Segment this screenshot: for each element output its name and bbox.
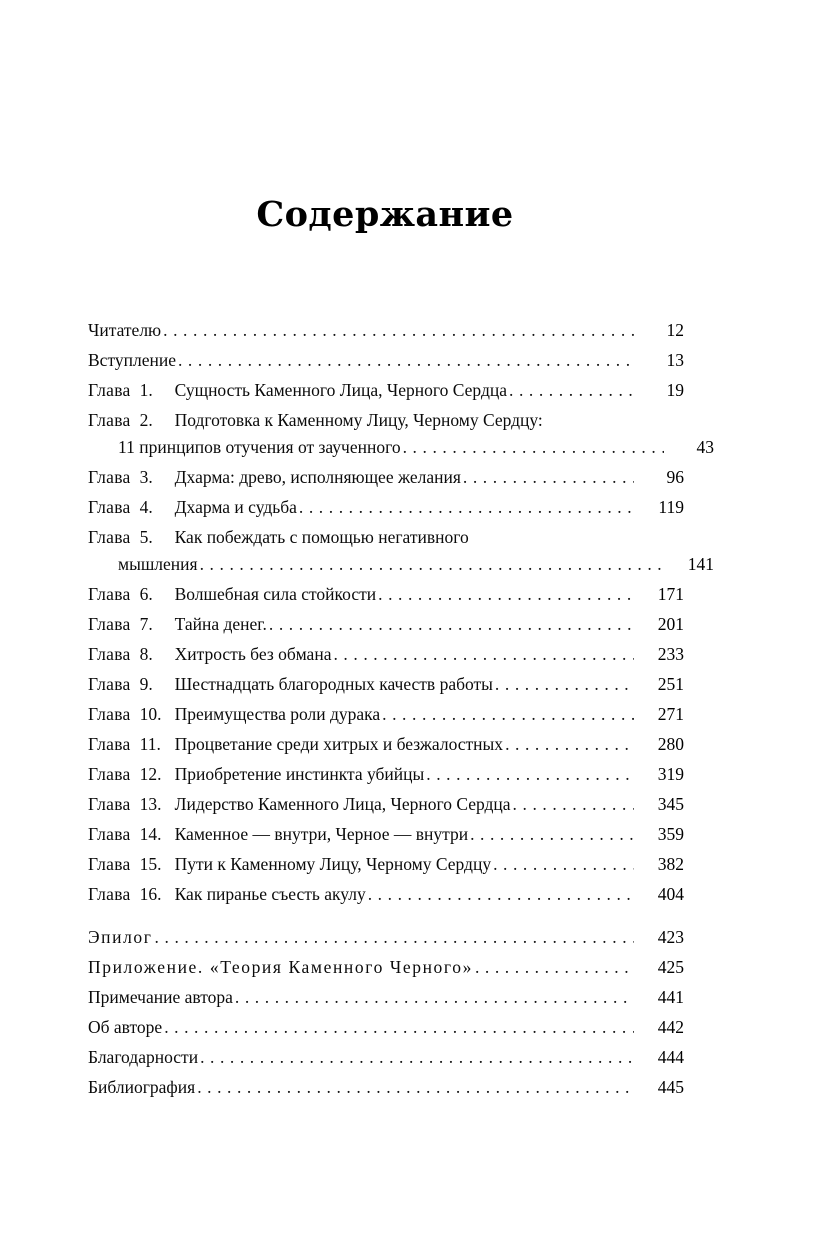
page-number: 382: [657, 854, 684, 874]
toc-entry-label: Шестнадцать благородных качеств работы: [174, 674, 493, 694]
toc-entry-label: Как побеждать с помощью негативного: [174, 527, 469, 547]
toc-entry-label-continued: мышления: [118, 554, 198, 574]
toc-entry-line-continued: [88, 435, 714, 460]
page-number: 12: [666, 320, 684, 340]
toc-entry-label: Подготовка к Каменному Лицу, Черному Сердцу:: [174, 410, 543, 430]
toc-entry-label: Об авторе: [88, 1017, 163, 1037]
toc-entry-label: Благодарности: [88, 1047, 199, 1067]
toc-entry-line: [88, 348, 684, 373]
toc-chapter-entry[interactable]: [88, 762, 684, 787]
chapter-number: 4.: [139, 497, 153, 517]
dot-leader: [366, 890, 634, 907]
dot-leader: [380, 710, 634, 727]
front-matter-group: [88, 318, 684, 373]
toc-entry-label: Читателю: [88, 320, 162, 340]
toc-chapter-entry[interactable]: [88, 612, 684, 637]
toc-entry-line: [88, 495, 684, 520]
toc-chapter-entry[interactable]: [88, 525, 714, 577]
toc-entry-line: [88, 762, 684, 787]
page-number: 43: [696, 437, 714, 457]
chapter-word: Глава: [88, 764, 131, 784]
toc-entry[interactable]: [88, 985, 684, 1010]
dot-leader: [198, 1053, 634, 1070]
toc-entry-line: [88, 852, 684, 877]
dot-leader: [198, 560, 664, 577]
dot-leader: [473, 963, 634, 980]
toc-entry-label: Преимущества роли дурака: [174, 704, 381, 724]
toc-entry-label: Хитрость без обмана: [174, 644, 332, 664]
chapter-word: Глава: [88, 824, 131, 844]
toc-chapter-entry[interactable]: [88, 702, 684, 727]
dot-leader: [461, 473, 634, 490]
toc-entry-label: Приложение. «Теория Каменного Черного»: [88, 957, 473, 977]
chapter-number: 13.: [139, 794, 162, 814]
page-number: 251: [657, 674, 684, 694]
dot-leader: [297, 503, 634, 520]
page-number: 319: [657, 764, 684, 784]
dot-leader: [401, 443, 664, 460]
toc-entry-label: Волшебная сила стойкости: [174, 584, 377, 604]
page-number: 271: [657, 704, 684, 724]
chapter-word: Глава: [88, 614, 131, 634]
chapter-number: 7.: [139, 614, 153, 634]
page-number: 442: [657, 1017, 684, 1037]
dot-leader: [162, 1023, 634, 1040]
toc-entry[interactable]: [88, 1045, 684, 1070]
toc-entry-line: [88, 732, 684, 757]
chapter-word: Глава: [88, 674, 131, 694]
chapter-word: Глава: [88, 410, 131, 430]
dot-leader: [493, 680, 634, 697]
back-matter-group: [88, 925, 684, 1100]
chapter-word: Глава: [88, 380, 131, 400]
chapter-number: 9.: [139, 674, 153, 694]
toc-chapter-entry[interactable]: [88, 792, 684, 817]
chapter-word: Глава: [88, 467, 131, 487]
toc-entry-label: Тайна денег.: [174, 614, 267, 634]
chapter-number: 14.: [139, 824, 162, 844]
toc-entry-label: Эпилог: [88, 927, 153, 947]
toc-entry-line: [88, 985, 684, 1010]
toc-chapter-entry[interactable]: [88, 672, 684, 697]
toc-entry-label: Дхарма: древо, исполняющее желания: [174, 467, 461, 487]
chapter-number: 16.: [139, 884, 162, 904]
chapter-number: 1.: [139, 380, 153, 400]
dot-leader: [491, 860, 634, 877]
page-number: 96: [666, 467, 684, 487]
chapter-number: 10.: [139, 704, 162, 724]
toc-entry[interactable]: [88, 348, 684, 373]
toc-entry-label: Библиография: [88, 1077, 196, 1097]
page-number: 19: [666, 380, 684, 400]
chapters-group: [88, 378, 714, 907]
toc-entry-label: Приобретение инстинкта убийцы: [174, 764, 425, 784]
toc-entry-line: [88, 525, 684, 550]
toc-entry-label-continued: 11 принципов отучения от заученного: [118, 437, 401, 457]
dot-leader: [161, 326, 634, 343]
chapter-word: Глава: [88, 497, 131, 517]
toc-chapter-entry[interactable]: [88, 408, 714, 460]
page-number: 280: [657, 734, 684, 754]
dot-leader: [543, 416, 684, 433]
toc-entry[interactable]: [88, 1015, 684, 1040]
toc-entry[interactable]: [88, 955, 684, 980]
chapter-number: 12.: [139, 764, 162, 784]
toc-entry-line: [88, 702, 684, 727]
toc-entry-label: Сущность Каменного Лица, Черного Сердца: [174, 380, 507, 400]
toc-chapter-entry[interactable]: [88, 852, 684, 877]
chapter-word: Глава: [88, 854, 131, 874]
toc-entry-label: Лидерство Каменного Лица, Черного Сердца: [174, 794, 511, 814]
toc-entry-line: [88, 882, 684, 907]
toc-entry-line: [88, 1075, 684, 1100]
chapter-word: Глава: [88, 734, 131, 754]
table-of-contents: [88, 318, 714, 1105]
chapter-word: Глава: [88, 584, 131, 604]
page-number: 345: [657, 794, 684, 814]
chapter-word: Глава: [88, 527, 131, 547]
dot-leader: [176, 356, 634, 373]
toc-entry-line: [88, 642, 684, 667]
toc-entry-line: [88, 792, 684, 817]
toc-entry-line: [88, 822, 684, 847]
toc-entry-line-continued: [88, 552, 714, 577]
toc-entry-label: Вступление: [88, 350, 176, 370]
toc-entry[interactable]: [88, 318, 684, 343]
toc-entry-line: [88, 955, 684, 980]
page-title: Содержание: [256, 194, 514, 235]
dot-leader: [468, 830, 634, 847]
toc-entry-line: [88, 408, 684, 433]
toc-entry-label: Процветание среди хитрых и безжалостных: [174, 734, 504, 754]
toc-chapter-entry[interactable]: [88, 495, 684, 520]
dot-leader: [503, 740, 634, 757]
chapter-word: Глава: [88, 704, 131, 724]
dot-leader: [469, 533, 684, 550]
page-number: 441: [657, 987, 684, 1007]
toc-chapter-entry[interactable]: [88, 582, 684, 607]
toc-entry-line: [88, 318, 684, 343]
toc-entry-line: [88, 582, 684, 607]
toc-chapter-entry[interactable]: [88, 732, 684, 757]
toc-chapter-entry[interactable]: [88, 642, 684, 667]
chapter-number: 11.: [139, 734, 161, 754]
page-number: 359: [657, 824, 684, 844]
dot-leader: [195, 1083, 634, 1100]
toc-entry-label: Каменное — внутри, Черное — внутри: [174, 824, 469, 844]
dot-leader: [507, 386, 634, 403]
dot-leader: [376, 590, 634, 607]
chapter-number: 5.: [139, 527, 153, 547]
toc-entry-line: [88, 612, 684, 637]
page-number: 141: [687, 554, 714, 574]
chapter-word: Глава: [88, 794, 131, 814]
page-number: 425: [657, 957, 684, 977]
toc-chapter-entry[interactable]: [88, 465, 684, 490]
page-number: 119: [658, 497, 684, 517]
page-number: 404: [657, 884, 684, 904]
dot-leader: [424, 770, 634, 787]
toc-entry-label: Как пиранье съесть акулу: [174, 884, 366, 904]
toc-entry-line: [88, 378, 684, 403]
page-number: 445: [657, 1077, 684, 1097]
chapter-number: 15.: [139, 854, 162, 874]
toc-chapter-entry[interactable]: [88, 822, 684, 847]
toc-entry-label: Примечание автора: [88, 987, 233, 1007]
toc-entry-line: [88, 1045, 684, 1070]
toc-entry-line: [88, 1015, 684, 1040]
dot-leader: [511, 800, 634, 817]
toc-entry-line: [88, 465, 684, 490]
chapter-number: 3.: [139, 467, 153, 487]
chapter-number: 6.: [139, 584, 153, 604]
toc-entry[interactable]: [88, 1075, 684, 1100]
toc-entry-line: [88, 925, 684, 950]
dot-leader: [153, 933, 634, 950]
page-number: 13: [666, 350, 684, 370]
page-number: 233: [657, 644, 684, 664]
toc-entry[interactable]: [88, 925, 684, 950]
page-number: 171: [657, 584, 684, 604]
dot-leader: [331, 650, 634, 667]
chapter-word: Глава: [88, 884, 131, 904]
page-number: 423: [657, 927, 684, 947]
toc-chapter-entry[interactable]: [88, 378, 684, 403]
chapter-number: 2.: [139, 410, 153, 430]
chapter-word: Глава: [88, 644, 131, 664]
chapter-number: 8.: [139, 644, 153, 664]
toc-entry-line: [88, 672, 684, 697]
page-number: 444: [657, 1047, 684, 1067]
toc-chapter-entry[interactable]: [88, 882, 684, 907]
dot-leader: [267, 620, 634, 637]
toc-entry-label: Пути к Каменному Лицу, Черному Сердцу: [174, 854, 492, 874]
toc-entry-label: Дхарма и судьба: [174, 497, 297, 517]
page-number: 201: [657, 614, 684, 634]
dot-leader: [233, 993, 634, 1010]
